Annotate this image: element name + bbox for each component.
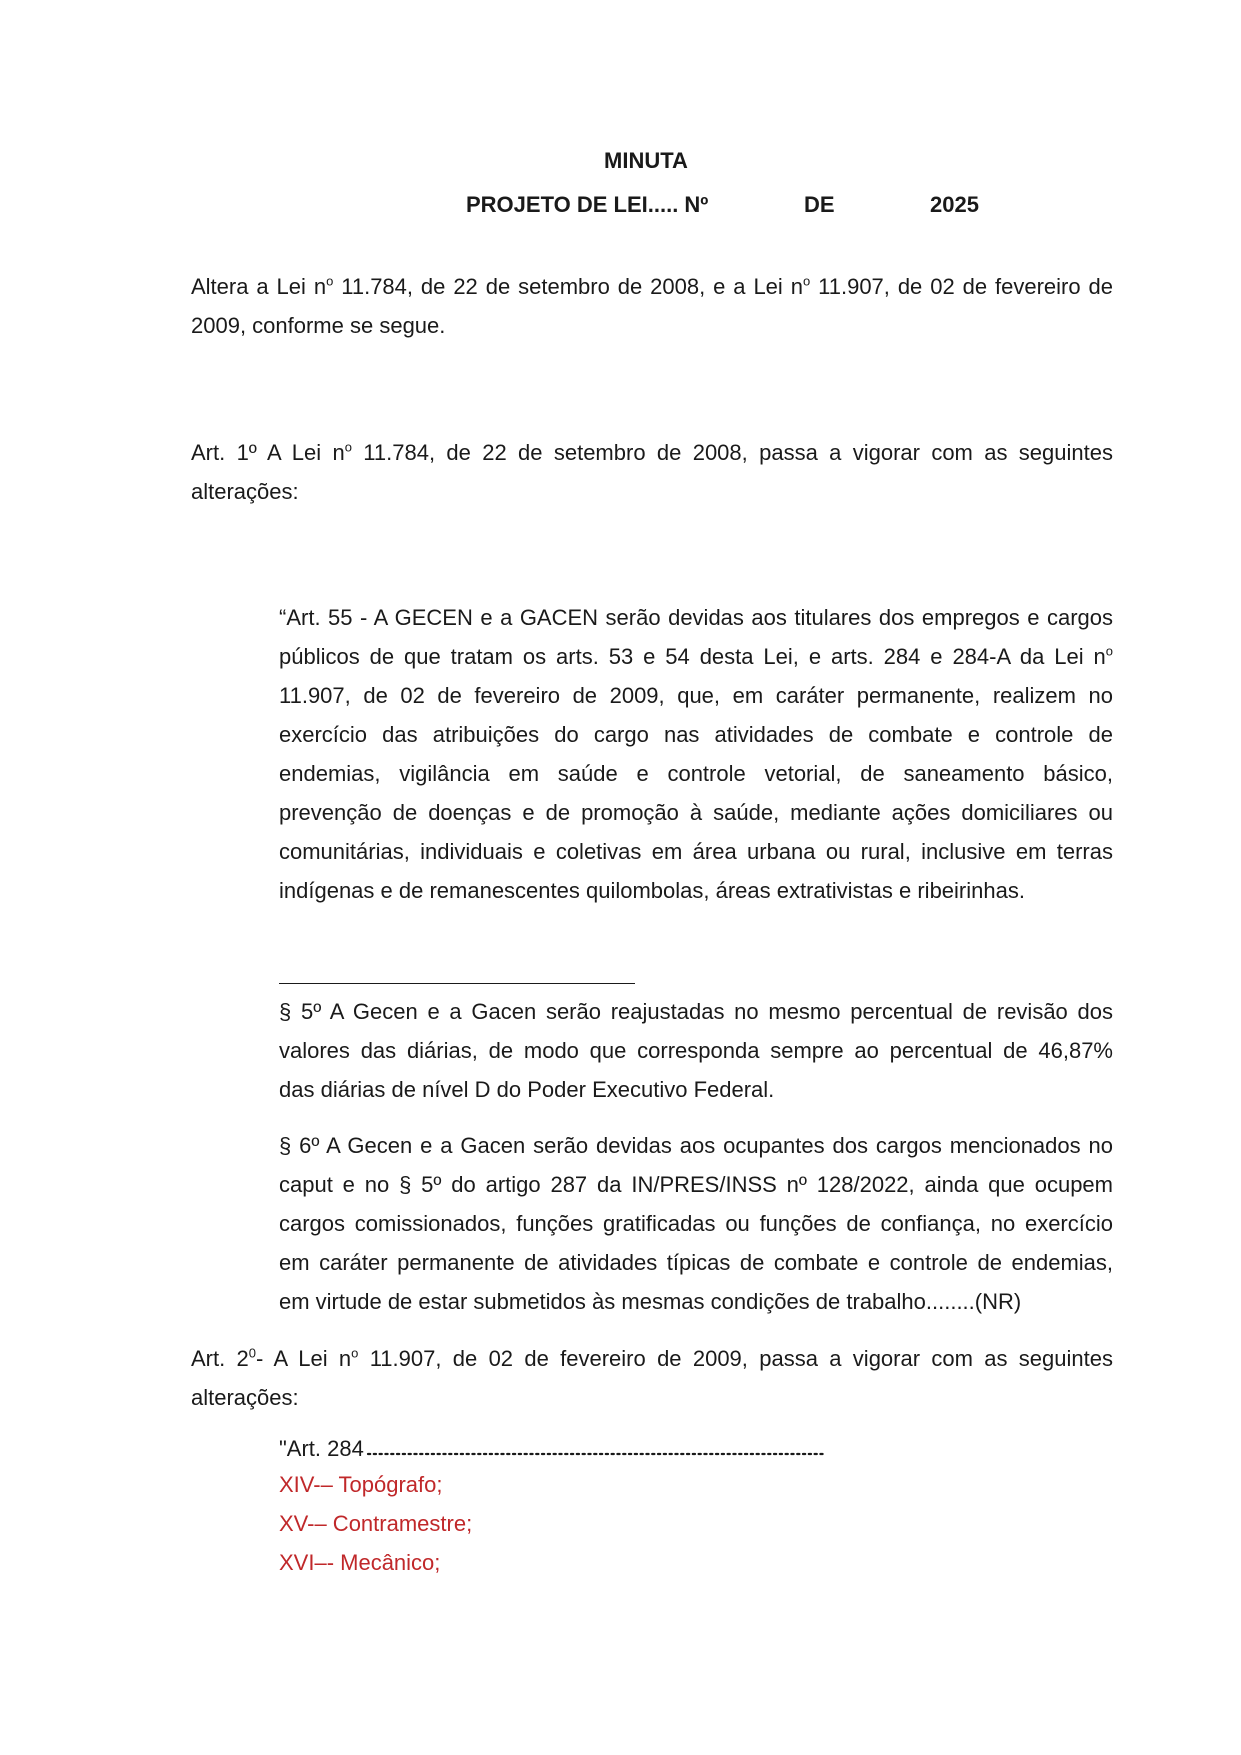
art284-item-xv: XV-– Contramestre;	[279, 1511, 473, 1536]
document-title: MINUTA	[604, 148, 688, 173]
par6-line-1: § 6º A Gecen e a Gacen serão devidas aos ocupantes dos cargos mencionados no	[279, 1133, 1113, 1158]
art1-line-2: alterações:	[191, 479, 299, 504]
bill-label: PROJETO DE LEI..... Nº	[466, 192, 709, 217]
art2-sup-2: o	[351, 1345, 359, 1361]
art2-line-2: alterações:	[191, 1385, 299, 1410]
art1-text-a: Art. 1º A Lei n	[191, 440, 345, 465]
art2-text-a: Art. 2	[191, 1346, 249, 1371]
art1-sup: o	[344, 439, 352, 455]
bill-de: DE	[804, 192, 835, 217]
art2-line-1	[191, 1344, 1113, 1374]
art284-dotted-leader	[366, 1450, 826, 1458]
art55-line-5: endemias, vigilância em saúde e controle vetorial, de saneamento básico,	[279, 761, 1113, 786]
art55-line-3: 11.907, de 02 de fevereiro de 2009, que, em caráter permanente, realizem no	[279, 683, 1113, 708]
par5-line-1: § 5º A Gecen e a Gacen serão reajustadas no mesmo percentual de revisão dos	[279, 999, 1113, 1024]
art55-line-6: prevenção de doenças e de promoção à saúde, mediante ações domiciliares ou	[279, 800, 1113, 825]
art55-line-2-text: públicos de que tratam os arts. 53 e 54 desta Lei, e arts. 284 e 284-A da Lei n	[279, 644, 1106, 669]
art55-line-7: comunitárias, individuais e coletivas em área urbana ou rural, inclusive em terras	[279, 839, 1113, 864]
art55-line-1: “Art. 55 - A GECEN e a GACEN serão devidas aos titulares dos empregos e cargos	[279, 605, 1113, 630]
art1-text-b: 11.784, de 22 de setembro de 2008, passa a vigorar com as seguintes	[351, 440, 1113, 465]
ementa-line-2: 2009, conforme se segue.	[191, 313, 446, 338]
art55-line-2-sup: o	[1105, 643, 1113, 659]
art55-line-4: exercício das atribuições do cargo nas atividades de combate e controle de	[279, 722, 1113, 747]
art284-item-xvi: XVI–- Mecânico;	[279, 1550, 441, 1575]
separator-line	[279, 983, 635, 984]
ementa-text-b: 11.784, de 22 de setembro de 2008, e a Lei n	[333, 274, 803, 299]
art284-item-xiv: XIV-– Topógrafo;	[279, 1472, 443, 1497]
art55-line-2	[279, 642, 1113, 672]
ementa-text-a: Altera a Lei n	[191, 274, 327, 299]
ementa-line-1	[191, 272, 1113, 302]
art2-text-c: 11.907, de 02 de fevereiro de 2009, passa a vigorar com as seguintes	[358, 1346, 1113, 1371]
par6-line-3: cargos comissionados, funções gratificadas ou funções de confiança, no exercício	[279, 1211, 1113, 1236]
ementa-sup-1: o	[326, 273, 334, 289]
bill-year: 2025	[930, 192, 979, 217]
par6-line-4: em caráter permanente de atividades típicas de combate e controle de endemias,	[279, 1250, 1113, 1275]
ementa-text-c: 11.907, de 02 de fevereiro de	[810, 274, 1113, 299]
art1-line-1	[191, 438, 1113, 468]
par6-line-5: em virtude de estar submetidos às mesmas condições de trabalho........(NR)	[279, 1289, 1022, 1314]
ementa-sup-2: o	[802, 273, 811, 289]
art2-text-b: - A Lei n	[256, 1346, 352, 1371]
par5-line-3: das diárias de nível D do Poder Executivo Federal.	[279, 1077, 775, 1102]
art284-label: "Art. 284	[279, 1436, 364, 1461]
par5-line-2: valores das diárias, de modo que corresponda sempre ao percentual de 46,87%	[279, 1038, 1113, 1063]
art2-sup-1: 0	[248, 1345, 257, 1361]
par6-line-2: caput e no § 5º do artigo 287 da IN/PRES/INSS nº 128/2022, ainda que ocupem	[279, 1172, 1113, 1197]
art55-line-8: indígenas e de remanescentes quilombolas, áreas extrativistas e ribeirinhas.	[279, 878, 1025, 903]
